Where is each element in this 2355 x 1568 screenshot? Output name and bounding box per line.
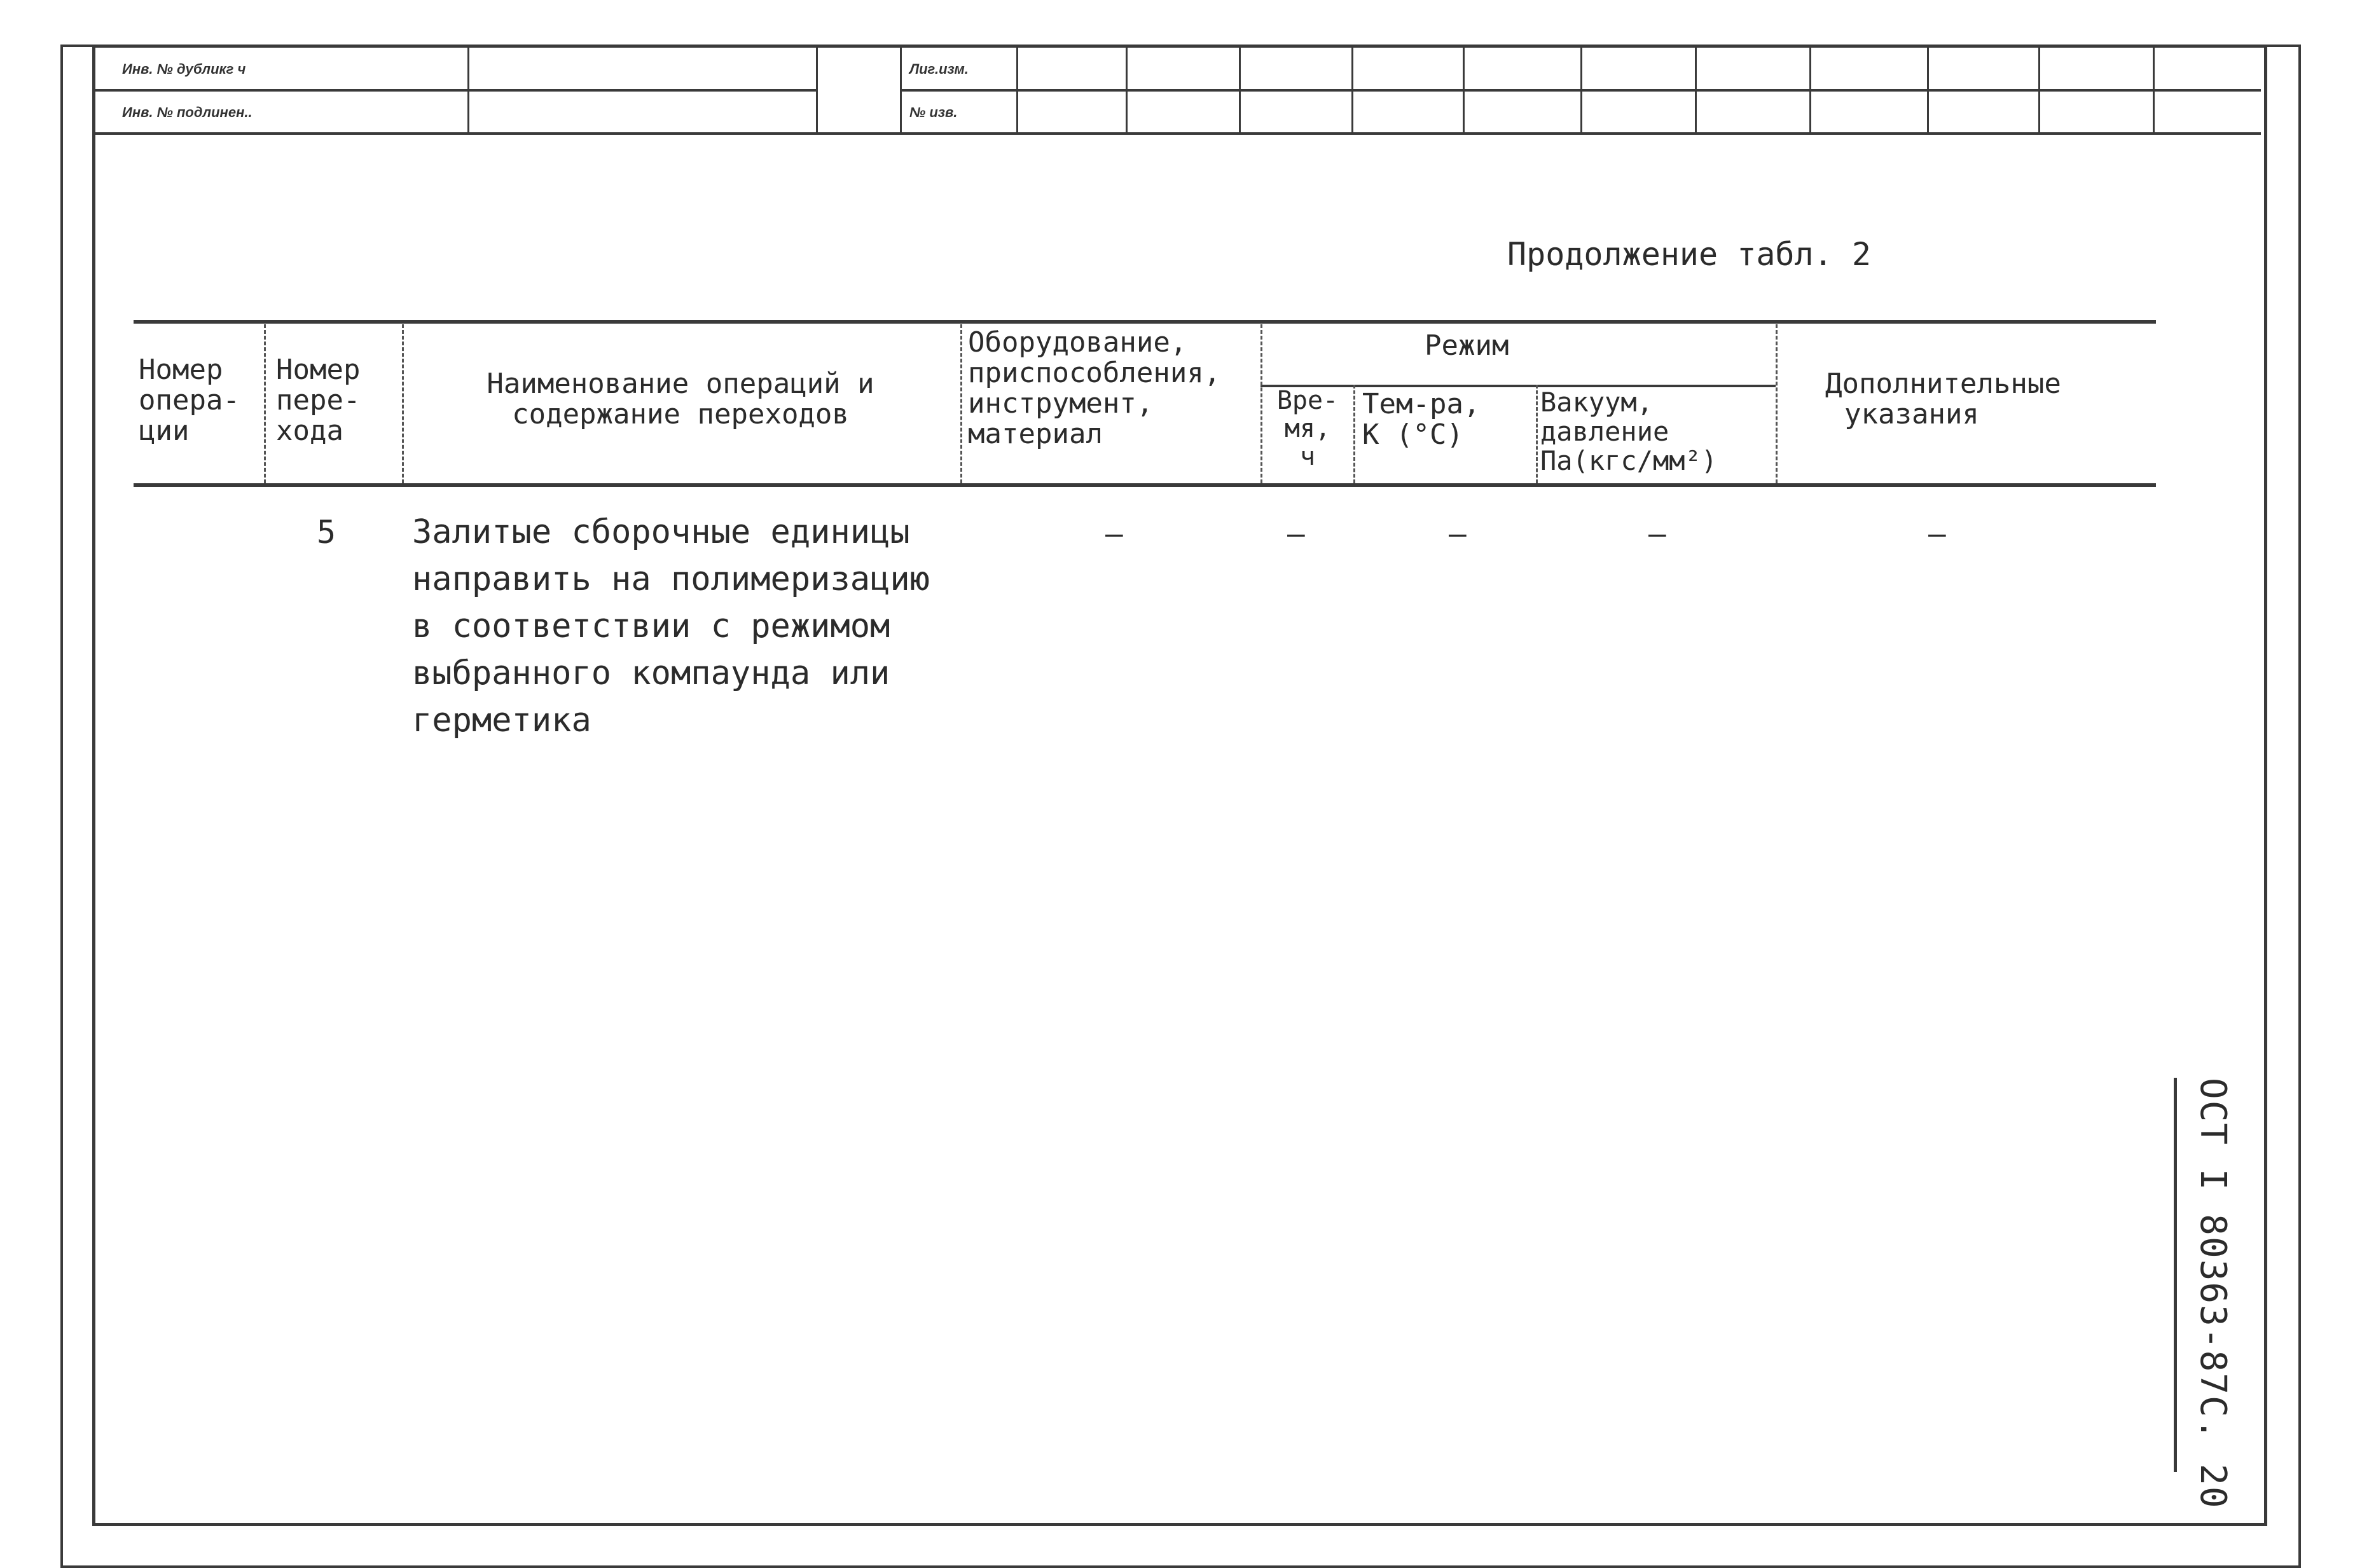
inv-podl-label: Инв. № подлинен.. xyxy=(122,104,252,120)
continuation-title: Продолжение табл. 2 xyxy=(1507,236,1871,273)
temperature-value: – xyxy=(1449,516,1467,551)
header-operation-number: Номер опера- ции xyxy=(139,354,240,447)
equipment-value: – xyxy=(1105,516,1123,551)
header-temperature: Тем-ра, К (°С) xyxy=(1362,388,1481,451)
header-regime: Режим xyxy=(1425,329,1509,362)
header-operation-name: Наименование операций и содержание переходов xyxy=(487,368,874,430)
notes-value: – xyxy=(1928,516,1946,551)
vacuum-value: – xyxy=(1648,516,1666,551)
table-top-rule xyxy=(134,320,2156,324)
doc-code-rule xyxy=(2174,1078,2177,1472)
header-equipment: Оборудование, приспособления, инструмент, материал xyxy=(968,326,1221,450)
header-notes: Дополнительные указания xyxy=(1825,368,2061,430)
table-header-bottom-rule xyxy=(134,483,2156,487)
header-time: Вре- мя, ч xyxy=(1276,386,1339,471)
no-izv-label: № изв. xyxy=(909,104,958,120)
doc-code: ОСТ I 80363-87С. 20 xyxy=(2192,1078,2234,1510)
operation-content: Залитые сборочные единицы направить на полимеризацию в соответствии с режимом выбранного компаунда или герметика xyxy=(412,513,930,739)
header-vacuum: Вакуум, давление Па(кгс/мм²) xyxy=(1540,387,1718,476)
transition-number: 5 xyxy=(317,514,336,551)
list-izm-label: Лиг.изм. xyxy=(909,61,969,77)
time-value: – xyxy=(1287,516,1305,551)
header-transition-number: Номер пере- хода xyxy=(276,354,361,447)
inner-frame xyxy=(92,45,2267,1526)
inv-dubl-label: Инв. № дубликг ч xyxy=(122,61,246,77)
